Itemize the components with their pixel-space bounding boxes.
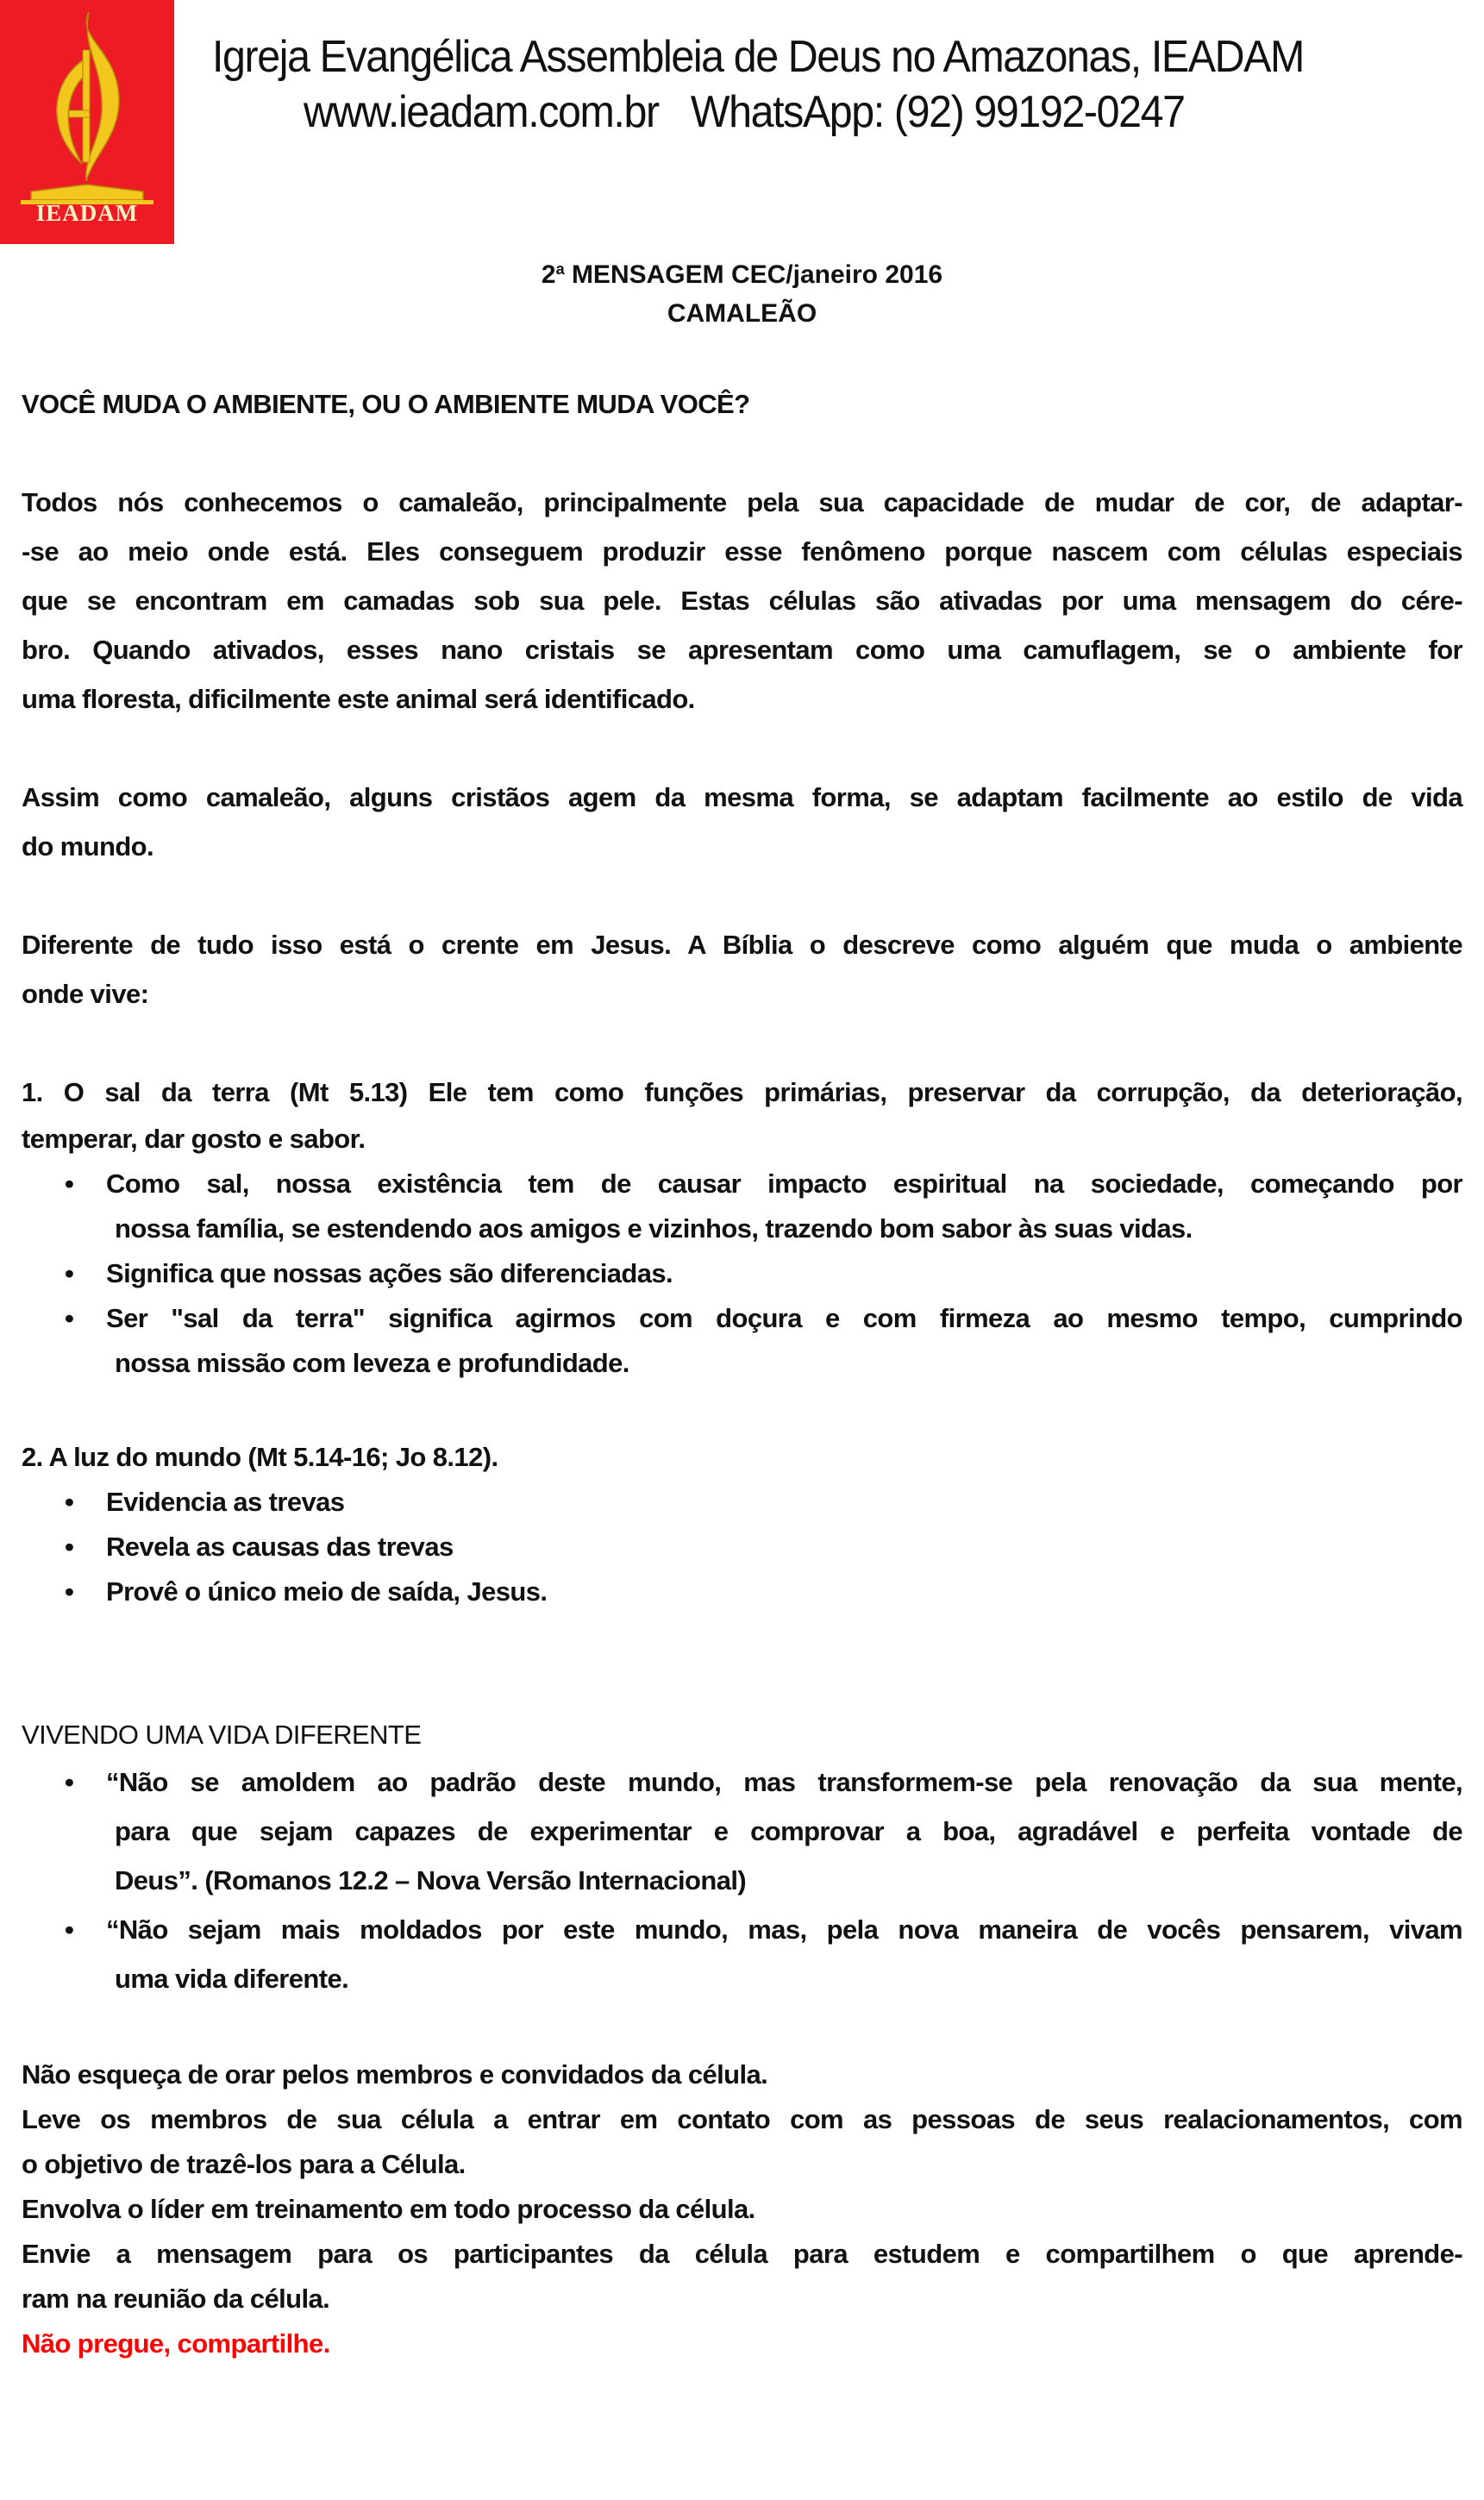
list-item — [22, 1525, 1462, 1570]
list-item — [22, 1570, 1462, 1614]
logo-wordmark: IEADAM — [35, 200, 139, 226]
quote-text: “Não se amoldem ao padrão deste mundo, mas transformem-se pela renovação da sua mente, — [106, 1767, 1462, 1797]
para2-line: do mundo. — [22, 831, 154, 862]
whatsapp-contact: WhatsApp: (92) 99192-0247 — [690, 87, 1185, 137]
question-heading: VOCÊ MUDA O AMBIENTE, OU O AMBIENTE MUDA VOCÊ? — [22, 389, 750, 419]
bullet-icon: • — [65, 1303, 74, 1333]
closing-line: Leve os membros de sua célula a entrar em contato com as pessoas de seus realacionamentos, com — [22, 2104, 1462, 2134]
para3-line: Diferente de tudo isso está o crente em Jesus. A Bíblia o descreve como alguém que muda o ambiente — [22, 930, 1462, 960]
intro-line: Todos nós conhecemos o camaleão, principalmente pela sua capacidade de mudar de cor, de adaptar- — [22, 487, 1462, 517]
intro-paragraph — [22, 478, 1462, 724]
bullet-icon: • — [65, 1487, 74, 1517]
para2-line: Assim como camaleão, alguns cristãos agem da mesma forma, se adaptam facilmente ao estilo de vida — [22, 782, 1462, 812]
ieadam-logo — [0, 0, 174, 244]
bullet-icon: • — [65, 1767, 74, 1797]
closing-line: Envolva o líder em treinamento em todo processo da célula. — [22, 2194, 755, 2224]
bullet-text: Ser "sal da terra" significa agirmos com doçura e com firmeza ao mesmo tempo, cumprindo — [106, 1303, 1462, 1333]
section-heading: VIVENDO UMA VIDA DIFERENTE — [22, 1720, 422, 1750]
final-note: Não pregue, compartilhe. — [22, 2328, 330, 2359]
contact-line — [304, 86, 1185, 138]
bullet-icon: • — [65, 1258, 74, 1288]
point-salt-of-earth — [22, 1068, 1462, 1386]
intro-line: que se encontram em camadas sob sua pele. Estas células são ativadas por uma mensagem do cére- — [22, 586, 1462, 616]
closing-line: Não esqueça de orar pelos membros e convidados da célula. — [22, 2059, 768, 2090]
list-item — [22, 1480, 1462, 1525]
intro-line: uma floresta, dificilmente este animal será identificado. — [22, 684, 695, 714]
closing-line: o objetivo de trazê-los para a Célula. — [22, 2149, 466, 2179]
point1-label: 1. O sal da terra — [22, 1077, 269, 1107]
church-name: Igreja Evangélica Assembleia de Deus no Amazonas, IEADAM — [212, 32, 1304, 82]
list-item — [22, 1758, 1462, 1905]
bullet-text: Provê o único meio de saída, Jesus. — [106, 1576, 548, 1607]
paragraph-3 — [22, 920, 1462, 1018]
point2-line — [22, 1435, 1462, 1480]
bullet-text: nossa missão com leveza e profundidade. — [115, 1348, 629, 1378]
point2-label: 2. A luz do mundo — [22, 1442, 241, 1472]
closing-line: ram na reunião da célula. — [22, 2284, 330, 2314]
para3-line: onde vive: — [22, 979, 149, 1009]
closing-line: Envie a mensagem para os participantes da célula para estudem e compartilhem o que aprende- — [22, 2239, 1462, 2269]
bullet-text: Como sal, nossa existência tem de causar impacto espiritual na sociedade, começando por — [106, 1169, 1462, 1199]
point1-line2: temperar, dar gosto e sabor. — [22, 1124, 366, 1154]
message-subtitle: 2$^a$ MENSAGEM CEC/janeiro 2016 — [541, 260, 943, 289]
bullet-icon: • — [65, 1169, 74, 1199]
bullet-text: Significa que nossas ações são diferenciadas. — [106, 1258, 673, 1288]
intro-line: -se ao meio onde está. Eles conseguem produzir esse fenômeno porque nascem com células especiais — [22, 536, 1462, 567]
bullet-text: Revela as causas das trevas — [106, 1532, 454, 1562]
point1-reference: (Mt 5.13) Ele tem como funções primárias, preservar da corrupção, da deterioração, — [268, 1077, 1462, 1107]
quote-text: para que sejam capazes de experimentar e comprovar a boa, agradável e perfeita vontade de — [115, 1816, 1462, 1846]
quote-text: “Não sejam mais moldados por este mundo, mas, pela nova maneira de vocês pensarem, vivam — [106, 1914, 1462, 1945]
website-link[interactable]: www.ieadam.com.br — [304, 87, 659, 137]
list-item — [22, 1251, 1462, 1296]
list-item — [22, 1162, 1462, 1251]
document-body — [22, 379, 1462, 2366]
list-item — [22, 1905, 1462, 2003]
point-light-of-world — [22, 1435, 1462, 1614]
bullet-icon: • — [65, 1532, 74, 1562]
paragraph-2 — [22, 773, 1462, 871]
bullet-icon: • — [65, 1576, 74, 1607]
bullet-text: nossa família, se estendendo aos amigos e vizinhos, trazendo bom sabor às suas vidas. — [115, 1213, 1193, 1244]
quote-text: uma vida diferente. — [115, 1964, 349, 1994]
message-title: CAMALEÃO — [667, 299, 817, 328]
closing-instructions — [22, 2052, 1462, 2366]
quote-text: Deus”. (Romanos 12.2 – Nova Versão Internacional) — [115, 1865, 747, 1895]
point1-line — [22, 1068, 1462, 1117]
bullet-text: Evidencia as trevas — [106, 1487, 345, 1517]
list-item — [22, 1296, 1462, 1386]
intro-line: bro. Quando ativados, esses nano cristais se apresentam como uma camuflagem, se o ambiente for — [22, 635, 1462, 665]
point2-reference: (Mt 5.14-16; Jo 8.12). — [241, 1442, 498, 1472]
bullet-icon: • — [65, 1914, 74, 1945]
